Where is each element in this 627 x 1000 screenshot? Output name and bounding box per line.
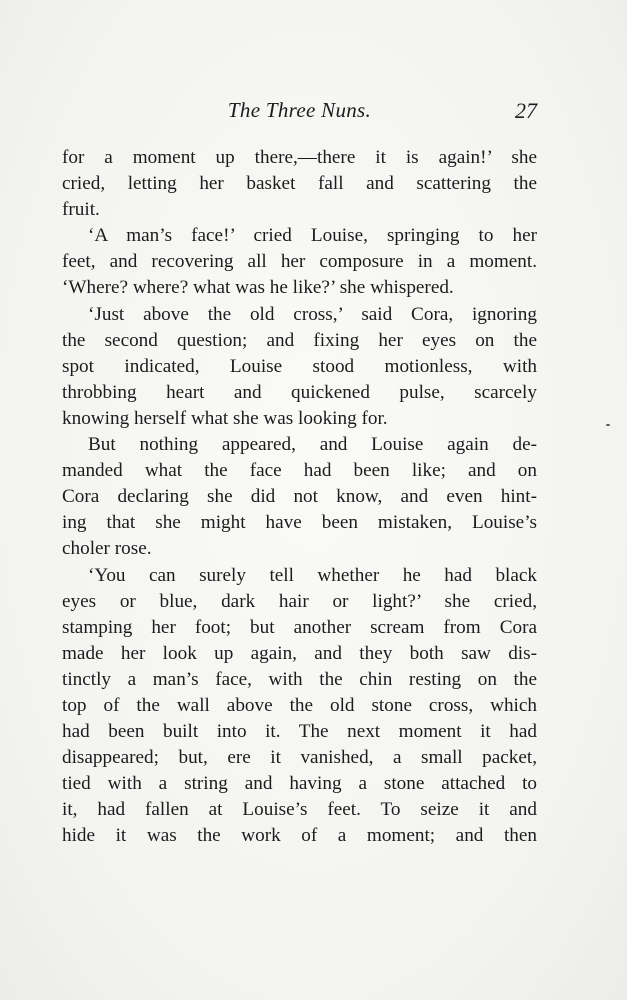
text-line: hide it was the work of a moment; and then xyxy=(62,825,537,847)
text-line: tied with a string and having a stone attached to xyxy=(62,773,537,795)
text-line: manded what the face had been like; and on xyxy=(62,460,537,482)
text-line: the second question; and fixing her eyes on the xyxy=(62,329,537,351)
text-line: throbbing heart and quickened pulse, scarcely xyxy=(62,381,537,403)
text-line: spot indicated, Louise stood motionless, with xyxy=(62,355,537,377)
running-title: The Three Nuns. xyxy=(227,98,372,122)
text-line: made her look up again, and they both saw dis- xyxy=(62,642,537,664)
text-line: top of the wall above the old stone cross, which xyxy=(62,694,537,716)
text-line: choler rose. xyxy=(62,538,152,560)
text-line: it, had fallen at Louise’s feet. To seize it and xyxy=(62,799,537,821)
text-line: fruit. xyxy=(62,199,100,221)
text-line: ing that she might have been mistaken, Louise’s xyxy=(62,512,537,534)
text-line: tinctly a man’s face, with the chin resting on the xyxy=(62,668,537,690)
text-line: stamping her foot; but another scream from Cora xyxy=(62,616,537,638)
text-line: ‘Where? where? what was he like?’ she whispered. xyxy=(62,277,454,299)
text-line: ‘You can surely tell whether he had black xyxy=(88,564,537,586)
text-line: for a moment up there,—there it is again!’ she xyxy=(62,147,537,168)
page-number: 27 xyxy=(515,98,537,123)
text-line: disappeared; but, ere it vanished, a small packet, xyxy=(62,747,537,769)
text-line: had been built into it. The next moment it had xyxy=(62,721,537,743)
text-line: ‘Just above the old cross,’ said Cora, ignoring xyxy=(88,303,537,325)
running-head xyxy=(62,98,537,128)
text-line: eyes or blue, dark hair or light?’ she cried, xyxy=(62,590,537,612)
text-line: cried, letting her basket fall and scattering the xyxy=(62,173,537,195)
paper-speck xyxy=(606,424,610,426)
text-line: knowing herself what she was looking for. xyxy=(62,407,388,429)
text-line: Cora declaring she did not know, and even hint- xyxy=(62,486,537,508)
text-line: ‘A man’s face!’ cried Louise, springing to her xyxy=(88,225,537,247)
text-line: feet, and recovering all her composure in a moment. xyxy=(62,251,537,273)
text-line: But nothing appeared, and Louise again de- xyxy=(88,434,537,456)
body-text xyxy=(62,145,537,850)
